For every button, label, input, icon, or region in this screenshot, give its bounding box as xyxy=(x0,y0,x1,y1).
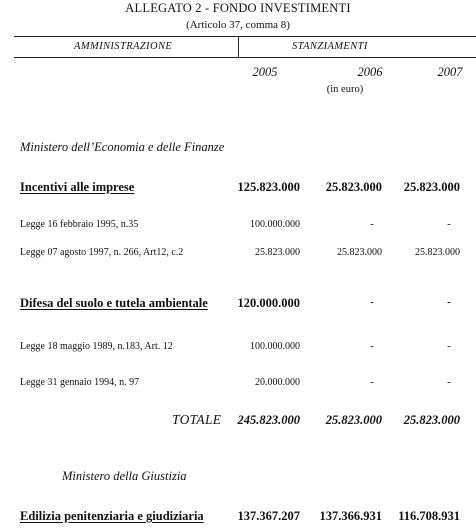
law-value-2007: - xyxy=(447,340,451,352)
law-value-2007: 25.823.000 xyxy=(415,247,460,258)
section-value-2005: 137.367.207 xyxy=(237,509,300,523)
section-value-2006: 25.823.000 xyxy=(325,180,382,194)
total-value-2005: 245.823.000 xyxy=(237,413,300,427)
law-value-2005: 25.823.000 xyxy=(255,247,300,258)
law-value-2006: - xyxy=(370,218,374,230)
law-value-2006: - xyxy=(370,376,374,388)
total-value-2006: 25.823.000 xyxy=(325,413,382,427)
table-header-divider xyxy=(14,57,476,58)
law-value-2007: - xyxy=(447,376,451,388)
law-label: Legge 07 agosto 1997, n. 266, Art12, c.2 xyxy=(20,247,184,258)
section-title: Edilizia penitenziaria e giudiziaria xyxy=(20,509,204,523)
year-2007: 2007 xyxy=(437,65,463,79)
document-subtitle: (Articolo 37, comma 8) xyxy=(186,19,290,31)
law-value-2005: 100.000.000 xyxy=(250,219,300,230)
unit-label: (in euro) xyxy=(326,84,364,95)
law-label: Legge 16 febbraio 1995, n.35 xyxy=(20,219,139,230)
column-header-administration: AMMINISTRAZIONE xyxy=(74,41,173,52)
ministry-name: Ministero dell’Economia e delle Finanze xyxy=(20,140,225,154)
total-label: TOTALE xyxy=(172,412,222,427)
total-value-2007: 25.823.000 xyxy=(403,413,460,427)
table-top-border xyxy=(14,36,476,37)
section-value-2005: 120.000.000 xyxy=(237,296,300,310)
law-label: Legge 18 maggio 1989, n.183, Art. 12 xyxy=(20,341,173,352)
section-value-2005: 125.823.000 xyxy=(237,180,300,194)
section-value-2007: - xyxy=(447,296,451,308)
table-column-divider xyxy=(238,36,239,57)
section-value-2007: 25.823.000 xyxy=(403,180,460,194)
law-value-2006: - xyxy=(370,340,374,352)
section-value-2006: - xyxy=(370,296,374,308)
section-title: Difesa del suolo e tutela ambientale xyxy=(20,296,208,310)
column-header-appropriations: STANZIAMENTI xyxy=(292,41,368,52)
section-title: Incentivi alle imprese xyxy=(20,180,135,194)
law-value-2006: 25.823.000 xyxy=(337,247,382,258)
law-label: Legge 31 gennaio 1994, n. 97 xyxy=(20,377,140,388)
law-value-2005: 100.000.000 xyxy=(250,341,300,352)
ministry-name: Ministero della Giustizia xyxy=(62,469,187,483)
law-value-2007: - xyxy=(447,218,451,230)
section-value-2007: 116.708.931 xyxy=(398,509,460,523)
document-title: ALLEGATO 2 - FONDO INVESTIMENTI xyxy=(125,1,351,15)
year-2006: 2006 xyxy=(357,65,383,79)
law-value-2005: 20.000.000 xyxy=(255,377,300,388)
year-2005: 2005 xyxy=(252,65,278,79)
section-value-2006: 137.366.931 xyxy=(319,509,382,523)
